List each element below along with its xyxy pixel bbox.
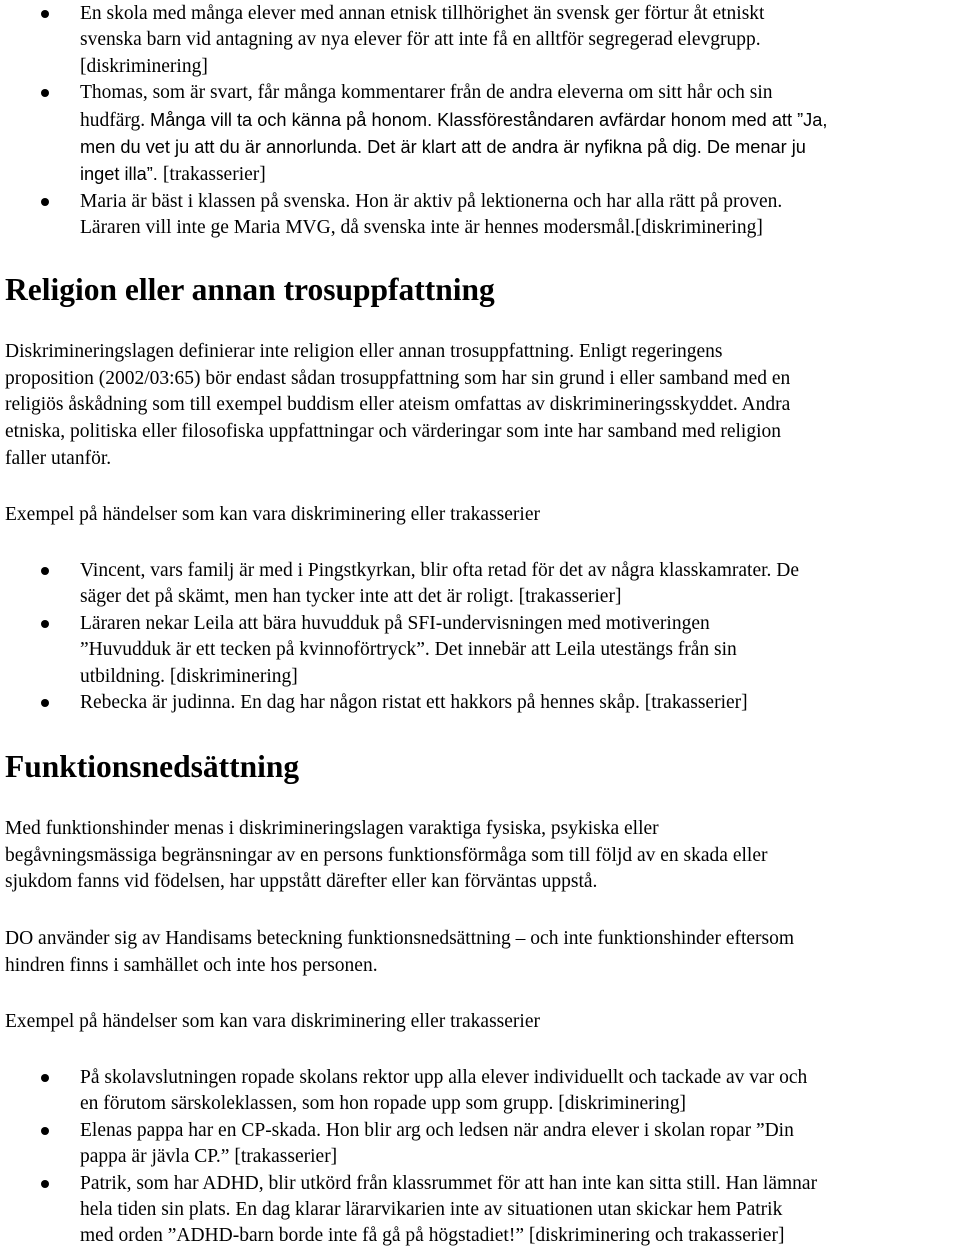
- list-item-line: [80, 215, 950, 241]
- list-item: [0, 1171, 950, 1250]
- examples-label-religion: Exempel på händelser som kan vara diskriminering eller trakasserier: [5, 504, 540, 525]
- bullet-list-funktion: [0, 1065, 950, 1250]
- list-item-line: [80, 664, 950, 690]
- text-segment: med orden ”ADHD-barn borde inte få gå på högstadiet!” [diskriminering och trakasserier]: [80, 1225, 785, 1247]
- list-item: [0, 189, 950, 242]
- list-item-line: [80, 1171, 950, 1197]
- list-item-line: [80, 558, 950, 584]
- text-segment: [diskriminering]: [80, 55, 208, 77]
- text-segment: säger det på skämt, men han tycker inte att det är roligt. [trakasserier]: [80, 586, 622, 608]
- text-segment: Vincent, vars familj är med i Pingstkyrkan, blir ofta retad för det av några klasskamrater. De: [80, 560, 800, 581]
- text-segment: ”Huvudduk är ett tecken på kvinnoförtryck”. Det innebär att Leila utestängs från sin: [80, 639, 737, 661]
- text-segment: pappa är jävla CP.” [trakasserier]: [80, 1146, 338, 1168]
- list-item-line: [80, 637, 950, 663]
- heading-religion: Religion eller annan trosuppfattning: [5, 272, 495, 307]
- text-segment: Elenas pappa har en CP-skada. Hon blir arg och ledsen när andra elever i skolan ropar ”Din: [80, 1119, 794, 1141]
- list-item: [0, 558, 950, 611]
- list-item-line: [80, 107, 950, 134]
- list-item-line: [80, 54, 950, 80]
- list-item: [0, 1, 950, 80]
- list-item-line: [80, 690, 950, 716]
- bullet-list-religion: [0, 558, 950, 716]
- bullet-icon: [41, 1180, 49, 1188]
- text-segment: Thomas, som är svart, får många kommentarer från de andra eleverna om sitt hår och sin: [80, 82, 773, 104]
- bullet-icon: [41, 699, 49, 707]
- text-segment: inget illa”.: [80, 164, 163, 185]
- text-segment: Läraren vill inte ge Maria MVG, då svenska inte är hennes modersmål.[diskriminering]: [80, 217, 763, 239]
- text-segment: utbildning. [diskriminering]: [80, 665, 298, 687]
- text-segment: En skola med många elever med annan etnisk tillhörighet än svensk ger förtur åt etniskt: [80, 3, 765, 24]
- paragraph-funktion-do: [5, 926, 955, 979]
- bullet-icon: [41, 89, 49, 97]
- list-item-line: [80, 1144, 950, 1170]
- paragraph-line: etniska, politiska eller filosofiska uppfattningar och värderingar som inte har samband med religion: [5, 421, 781, 443]
- text-segment: Rebecka är judinna. En dag har någon ristat ett hakkors på hennes skåp. [trakasserier]: [80, 692, 748, 714]
- list-item-line: [80, 80, 950, 106]
- bullet-icon: [41, 620, 49, 628]
- bullet-icon: [41, 567, 49, 575]
- list-item-line: [80, 584, 950, 610]
- paragraph-line: religiös åskådning som till exempel buddism eller ateism omfattas av diskrimineringsskyddet. Andra: [5, 394, 791, 416]
- examples-label-funktion: Exempel på händelser som kan vara diskriminering eller trakasserier: [5, 1011, 540, 1032]
- bullet-list-intro: [0, 1, 950, 242]
- paragraph-line: DO använder sig av Handisams beteckning funktionsnedsättning – och inte funktionshinder eftersom: [5, 928, 795, 949]
- list-item-line: [80, 1197, 950, 1223]
- text-segment: Många vill ta och känna på honom. Klassföreståndaren avfärdar honom med att ”Ja,: [150, 109, 828, 130]
- list-item-line: [80, 1223, 950, 1249]
- list-item-line: [80, 189, 950, 215]
- bullet-icon: [41, 1127, 49, 1135]
- list-item: [0, 80, 950, 189]
- bullet-icon: [41, 10, 49, 18]
- text-segment: På skolavslutningen ropade skolans rektor upp alla elever individuellt och tackade av var och: [80, 1067, 808, 1088]
- list-item-line: [80, 1065, 950, 1091]
- text-segment: en förutom särskoleklassen, som hon ropade upp som grupp. [diskriminering]: [80, 1093, 687, 1115]
- list-item-line: [80, 611, 950, 637]
- paragraph-line: begåvningsmässiga begränsningar av en persons funktionsförmåga som till följd av en skada eller: [5, 844, 768, 866]
- text-segment: Patrik, som har ADHD, blir utkörd från klassrummet för att han inte kan sitta still. Han lämnar: [80, 1172, 818, 1194]
- paragraph-line: Diskrimineringslagen definierar inte religion eller annan trosuppfattning. Enligt regeringens: [5, 341, 723, 362]
- list-item: [0, 611, 950, 690]
- list-item-line: [80, 1, 950, 27]
- list-item: [0, 1118, 950, 1171]
- text-segment: men du vet ju att du är annorlunda. Det är klart att de andra är nyfikna på dig. De menar ju: [80, 137, 806, 158]
- list-item-line: [80, 1091, 950, 1117]
- paragraph-religion: [5, 339, 955, 473]
- paragraph-line: hindren finns i samhället och inte hos personen.: [5, 954, 378, 976]
- list-item-line: [80, 134, 950, 161]
- text-segment: Maria är bäst i klassen på svenska. Hon är aktiv på lektionerna och har alla rätt på proven.: [80, 190, 783, 212]
- text-segment: [trakasserier]: [162, 164, 266, 186]
- list-item: [0, 690, 950, 716]
- text-segment: hudfärg.: [80, 109, 151, 131]
- list-item-line: [80, 27, 950, 53]
- paragraph-line: proposition (2002/03:65) bör endast sådan trosuppfattning som har sin grund i eller samband med en: [5, 367, 791, 389]
- text-segment: svenska barn vid antagning av nya elever för att inte få en alltför segregerad elevgrupp.: [80, 29, 761, 51]
- list-item-line: [80, 161, 950, 188]
- paragraph-line: Med funktionshinder menas i diskrimineringslagen varaktiga fysiska, psykiska eller: [5, 818, 659, 839]
- list-item: [0, 1065, 950, 1118]
- bullet-icon: [41, 1074, 49, 1082]
- bullet-icon: [41, 198, 49, 206]
- paragraph-line: sjukdom fanns vid födelsen, har uppstått därefter eller kan förväntas uppstå.: [5, 871, 598, 893]
- heading-funktionsnedsattning: Funktionsnedsättning: [5, 749, 300, 784]
- text-segment: Läraren nekar Leila att bära huvudduk på SFI-undervisningen med motiveringen: [80, 612, 710, 634]
- text-segment: hela tiden sin plats. En dag klarar lärarvikarien inte av situationen utan skickar hem Patrik: [80, 1199, 783, 1221]
- list-item-line: [80, 1118, 950, 1144]
- paragraph-funktion-definition: [5, 816, 955, 896]
- paragraph-line: faller utanför.: [5, 447, 112, 469]
